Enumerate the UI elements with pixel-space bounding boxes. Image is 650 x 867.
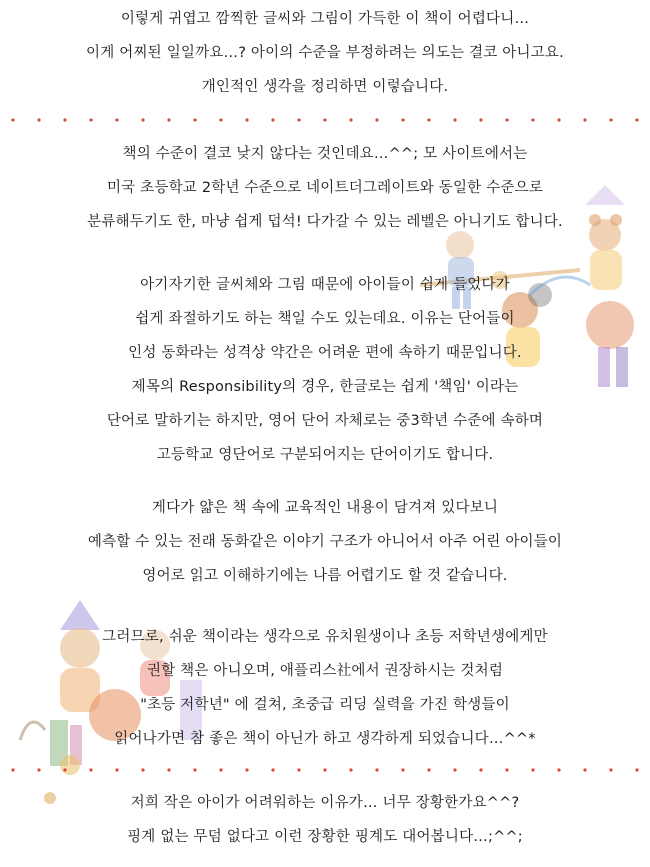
divider-dot [609, 768, 612, 771]
text-line: 제목의 Responsibility의 경우, 한글로는 쉽게 '책임' 이라는 [131, 379, 519, 395]
text-line: 이게 어찌된 일일까요…? 아이의 수준을 부정하려는 의도는 결코 아니고요. [86, 45, 564, 61]
divider-dot [63, 118, 66, 121]
divider-dot [167, 118, 170, 121]
text-line: 그러므로, 쉬운 책이라는 생각으로 유치원생이나 초등 저학년생에게만 [102, 629, 548, 645]
divider-dot [245, 118, 248, 121]
divider-dot [37, 118, 40, 121]
divider-dot [557, 118, 560, 121]
divider-dot [193, 118, 196, 121]
text-line: 이렇게 귀엽고 깜찍한 글씨와 그림이 가득한 이 책이 어렵다니… [120, 11, 530, 27]
text-line: 권할 책은 아니오며, 애플리스社에서 권장하시는 것처럼 [146, 663, 504, 679]
divider-dot [479, 768, 482, 771]
divider-dot [11, 118, 14, 121]
divider-dot [479, 118, 482, 121]
divider-dot [219, 118, 222, 121]
divider-dot [635, 768, 638, 771]
divider-dot [557, 768, 560, 771]
divider-dot [635, 118, 638, 121]
divider-dot [37, 768, 40, 771]
text-line: 영어로 읽고 이해하기에는 나름 어렵기도 할 것 같습니다. [142, 568, 508, 584]
divider-dot [375, 768, 378, 771]
text-line: 미국 초등학교 2학년 수준으로 네이트더그레이트와 동일한 수준으로 [106, 180, 544, 196]
paragraph-3 [0, 268, 650, 472]
divider-dot [141, 768, 144, 771]
divider-dot [609, 118, 612, 121]
paragraph-2 [0, 137, 650, 239]
text-line: 저희 작은 아이가 어려워하는 이유가… 너무 장황한가요^^? [130, 795, 520, 811]
text-line: 인성 동화라는 성격상 약간은 어려운 편에 속하기 때문입니다. [128, 345, 522, 361]
divider-dot [401, 118, 404, 121]
divider-dot [427, 118, 430, 121]
divider-dot [323, 118, 326, 121]
divider-dot [583, 118, 586, 121]
text-line: 책의 수준이 결코 낮지 않다는 것인데요…^^; 모 사이트에서는 [122, 146, 528, 162]
text-line: 단어로 말하기는 하지만, 영어 단어 자체로는 중3학년 수준에 속하며 [106, 413, 544, 429]
divider-dot [193, 768, 196, 771]
text-line: 핑계 없는 무덤 없다고 이런 장황한 핑계도 대어봅니다…;^^; [127, 829, 523, 845]
divider-dot [115, 768, 118, 771]
divider-dot [453, 768, 456, 771]
divider-dot [141, 118, 144, 121]
divider-dot [531, 118, 534, 121]
paragraph-6 [0, 786, 650, 854]
divider-dot [115, 118, 118, 121]
divider-dot [245, 768, 248, 771]
divider-dot [375, 118, 378, 121]
text-line: 고등학교 영단어로 구분되어지는 단어이기도 합니다. [156, 447, 494, 463]
divider-dot [323, 768, 326, 771]
divider-dot [89, 768, 92, 771]
divider-dot [11, 768, 14, 771]
text-line: 게다가 얇은 책 속에 교육적인 내용이 담겨져 있다보니 [151, 500, 499, 516]
divider-dot [583, 768, 586, 771]
divider-dot [427, 768, 430, 771]
text-line: 예측할 수 있는 전래 동화같은 이야기 구조가 아니어서 아주 어린 아이들이 [87, 534, 563, 550]
text-line: 분류해두기도 한, 마냥 쉽게 덥석! 다가갈 수 있는 레벨은 아니기도 합니다. [87, 214, 563, 230]
text-line: 읽어나가면 참 좋은 책이 아닌가 하고 생각하게 되었습니다…^^* [114, 731, 536, 747]
dotted-divider [10, 117, 640, 123]
paragraph-4 [0, 491, 650, 593]
text-line: 개인적인 생각을 정리하면 이렇습니다. [201, 79, 449, 95]
divider-dot [271, 118, 274, 121]
divider-dot [453, 118, 456, 121]
divider-dot [167, 768, 170, 771]
divider-dot [271, 768, 274, 771]
divider-dot [401, 768, 404, 771]
divider-dot [505, 118, 508, 121]
divider-dot [505, 768, 508, 771]
divider-dot [63, 768, 66, 771]
divider-dot [219, 768, 222, 771]
paragraph-1 [0, 2, 650, 104]
divider-dot [531, 768, 534, 771]
text-line: 아기자기한 글씨체와 그림 때문에 아이들이 쉽게 들었다가 [140, 277, 510, 293]
divider-dot [349, 768, 352, 771]
divider-dot [297, 118, 300, 121]
dotted-divider [10, 767, 640, 773]
divider-dot [297, 768, 300, 771]
text-line: 쉽게 좌절하기도 하는 책일 수도 있는데요. 이유는 단어들이 [135, 311, 515, 327]
divider-dot [89, 118, 92, 121]
divider-dot [349, 118, 352, 121]
paragraph-5 [0, 620, 650, 756]
text-line: "초등 저학년" 에 걸쳐, 초중급 리딩 실력을 가진 학생들이 [140, 697, 510, 713]
